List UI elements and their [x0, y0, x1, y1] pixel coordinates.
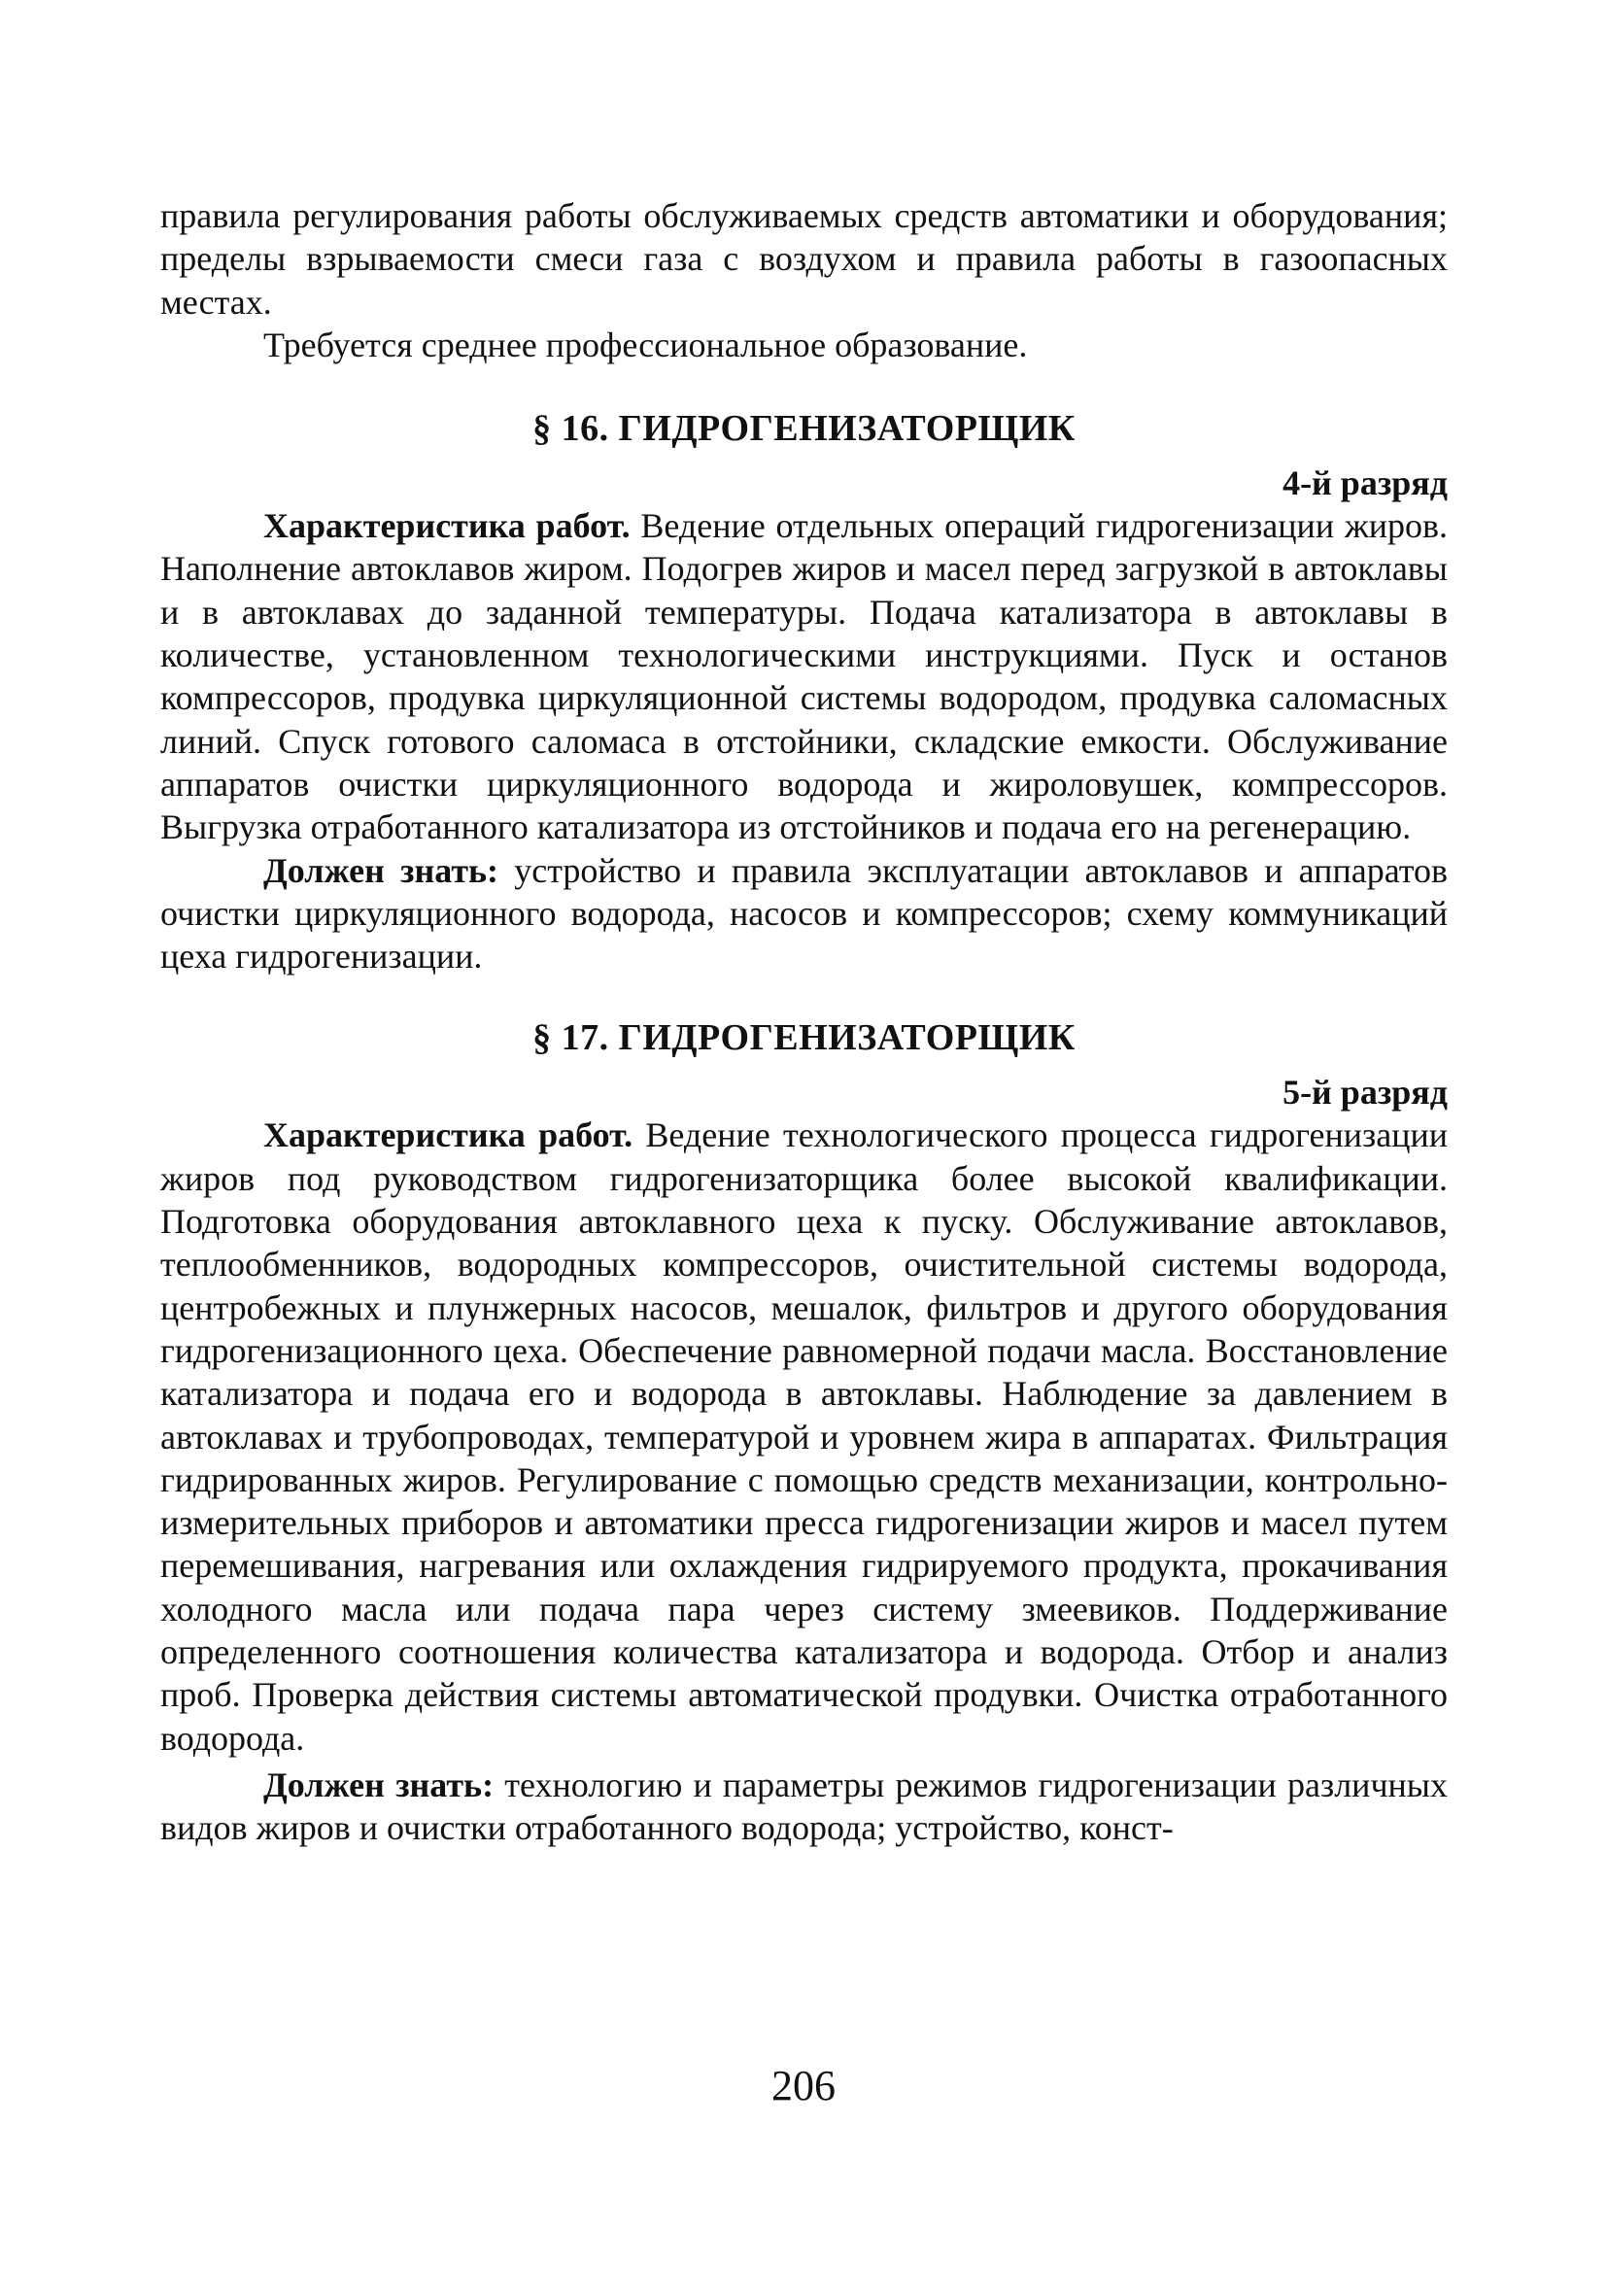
- section-17-title: § 17. ГИДРОГЕНИЗАТОРЩИК: [532, 1017, 1076, 1059]
- section-16-knowledge-text: устройство и правила эксплуатации автоклавов и аппаратов очистки циркуляционного водорода, насосов и компрессоров; схему коммуникаций цеха гидрогенизации.: [160, 850, 1448, 977]
- page-content: [160, 194, 1448, 1850]
- section-17-knowledge-paragraph: [160, 1764, 1448, 1850]
- section-17-work-text: Ведение технологического процесса гидрогенизации жиров под руководством гидрогенизаторщика более высокой квалификации. Подготовка оборудования автоклавного цеха к пуску. Обслуживание автоклавов, теплообменников, водородных компрессоров, очистительной системы водорода, центробежных и плунжерных насосов, мешалок, фильтров и другого оборудования гидрогенизационного цеха. Обеспечение равномерной подачи масла. Восстановление катализатора и подача его и водорода в автоклавы. Наблюдение за давлением в автоклавах и трубопроводах, температурой и уровнем жира в аппаратах. Фильтрация гидрированных жиров. Регулирование с помощью средств механизации, контрольно-измерительных приборов и автоматики пресса гидрогенизации жиров и масел путем перемешивания, нагревания или охлаждения гидрируемого продукта, прокачивания холодного масла или подача пара через систему змеевиков. Поддерживание определенного соотношения количества катализатора и водорода. Отбор и анализ проб. Проверка действия системы автоматической продувки. Очистка отработанного водорода.: [160, 1115, 1448, 1758]
- section-16-work-label: Характеристика работ.: [263, 506, 631, 546]
- section-17-work-paragraph: [160, 1114, 1448, 1759]
- education-requirement: Требуется среднее профессиональное образование.: [263, 325, 1028, 364]
- section-16-grade: 4-й разряд: [1282, 463, 1448, 503]
- section-16-knowledge-paragraph: [160, 849, 1448, 978]
- intro-continuation-paragraph: правила регулирования работы обслуживаемых средств автоматики и оборудования; пределы взрываемости смеси газа с воздухом и правила работы в газоопасных местах.: [160, 196, 1448, 322]
- section-17-knowledge-label: Должен знать:: [263, 1765, 495, 1804]
- section-17-work-label: Характеристика работ.: [263, 1115, 633, 1155]
- section-16-knowledge-label: Должен знать:: [263, 850, 499, 890]
- section-17-knowledge-text: технологию и параметры режимов гидрогенизации различных видов жиров и очистки отработанного водорода; устройство, конст-: [160, 1765, 1448, 1848]
- section-16-title: § 16. ГИДРОГЕНИЗАТОРЩИК: [532, 408, 1076, 450]
- section-17-grade: 5-й разряд: [1282, 1073, 1448, 1113]
- page-number: 206: [771, 2062, 836, 2109]
- section-16-work-paragraph: [160, 504, 1448, 848]
- section-16-work-text: Ведение отдельных операций гидрогенизации жиров. Наполнение автоклавов жиром. Подогрев жиров и масел перед загрузкой в автоклавы и в автоклавах до заданной температуры. Подача катализатора в автоклавы в количестве, установленном технологическими инструкциями. Пуск и останов компрессоров, продувка циркуляционной системы водородом, продувка саломасных линий. Спуск готового саломаса в отстойники, складские емкости. Обслуживание аппаратов очистки циркуляционного водорода и жироловушек, компрессоров. Выгрузка отработанного катализатора из отстойников и подача его на регенерацию.: [160, 506, 1448, 847]
